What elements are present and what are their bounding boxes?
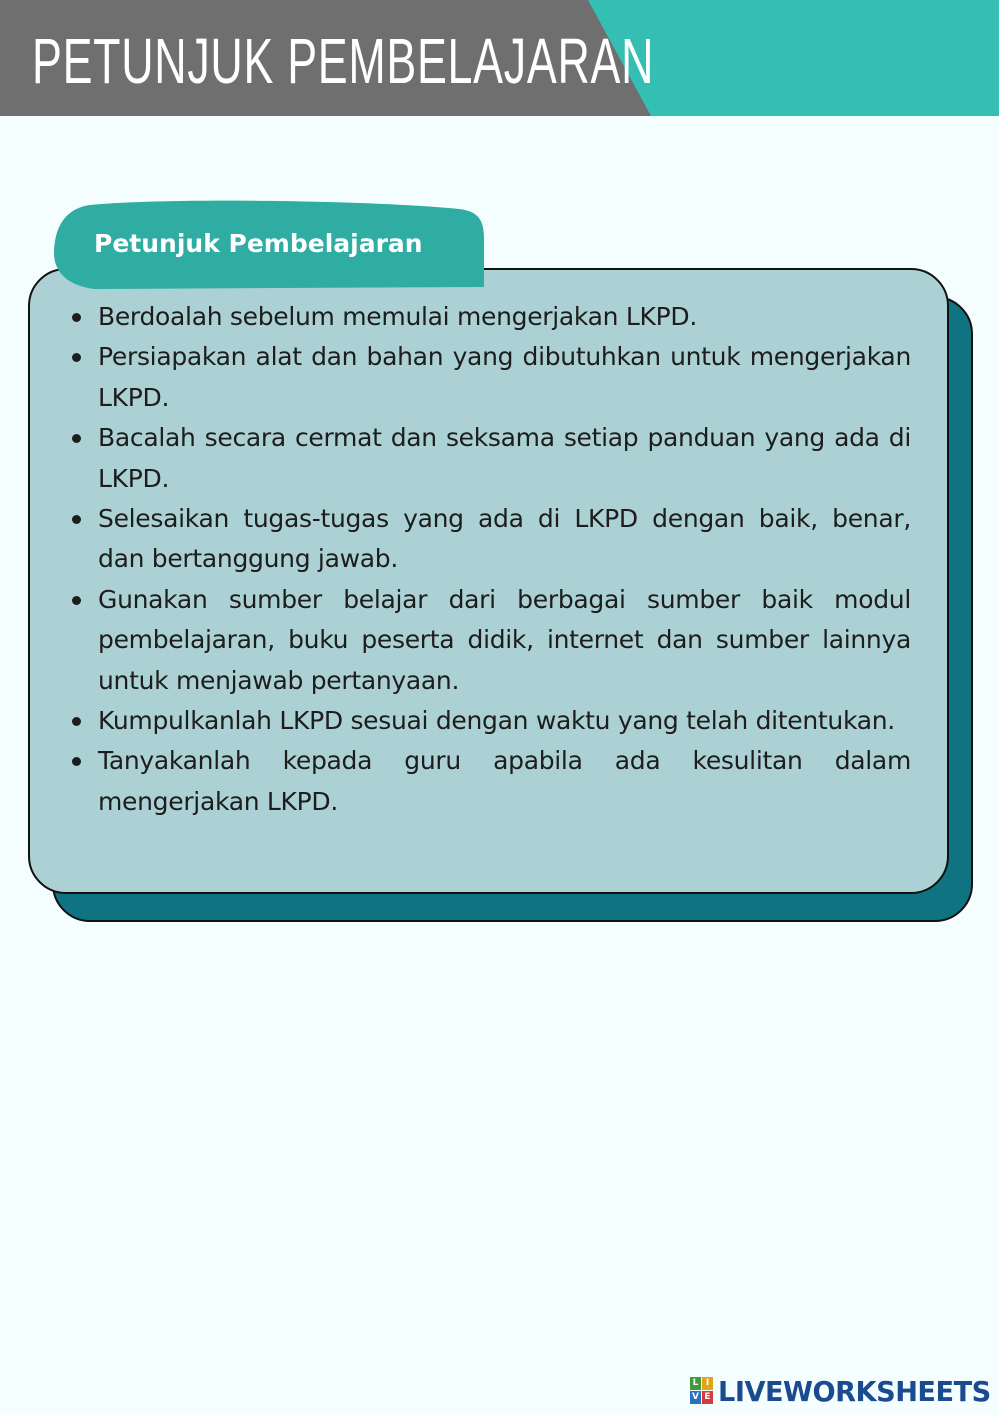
bullet-icon bbox=[72, 434, 81, 443]
instruction-text: Berdoalah sebelum memulai mengerjakan LKPD. bbox=[98, 302, 697, 331]
liveworksheets-logo[interactable] bbox=[690, 1374, 999, 1408]
icon-letter: E bbox=[702, 1391, 713, 1404]
bullet-icon bbox=[72, 515, 81, 524]
brand-name: LIVEWORKSHEETS bbox=[718, 1374, 991, 1408]
card-tab-label: Petunjuk Pembelajaran bbox=[94, 229, 423, 258]
instruction-text: Persiapakan alat dan bahan yang dibutuhkan untuk mengerjakan LKPD. bbox=[98, 342, 911, 412]
icon-letter: V bbox=[690, 1391, 701, 1404]
instruction-text: Gunakan sumber belajar dari berbagai sumber baik modul pembelajaran, buku peserta didik, internet dan sumber lainnya untuk menjawab pertanyaan. bbox=[98, 584, 911, 695]
instruction-list bbox=[62, 297, 911, 822]
page-title: PETUNJUK PEMBELAJARAN bbox=[32, 25, 655, 97]
header-banner bbox=[0, 0, 999, 116]
instruction-text: Tanyakanlah kepada guru apabila ada kesulitan dalam mengerjakan LKPD. bbox=[98, 746, 911, 816]
instruction-item bbox=[62, 297, 911, 337]
instruction-text: Bacalah secara cermat dan seksama setiap panduan yang ada di LKPD. bbox=[98, 423, 911, 493]
instruction-item bbox=[62, 418, 911, 499]
bullet-icon bbox=[72, 757, 81, 766]
bullet-icon bbox=[72, 353, 81, 362]
instruction-text: Kumpulkanlah LKPD sesuai dengan waktu yang telah ditentukan. bbox=[98, 706, 895, 736]
instruction-item bbox=[62, 741, 911, 822]
icon-letter: I bbox=[702, 1377, 713, 1390]
instruction-item bbox=[62, 701, 911, 741]
instruction-item bbox=[62, 337, 911, 418]
instruction-text: Selesaikan tugas-tugas yang ada di LKPD dengan baik, benar, dan bertanggung jawab. bbox=[98, 504, 911, 574]
icon-letter: L bbox=[690, 1377, 701, 1390]
instruction-item bbox=[62, 499, 911, 580]
instruction-item bbox=[62, 580, 911, 701]
bullet-icon bbox=[72, 596, 81, 605]
liveworksheets-icon bbox=[690, 1377, 714, 1405]
card-tab bbox=[54, 199, 484, 289]
bullet-icon bbox=[72, 717, 81, 726]
bullet-icon bbox=[72, 313, 81, 322]
